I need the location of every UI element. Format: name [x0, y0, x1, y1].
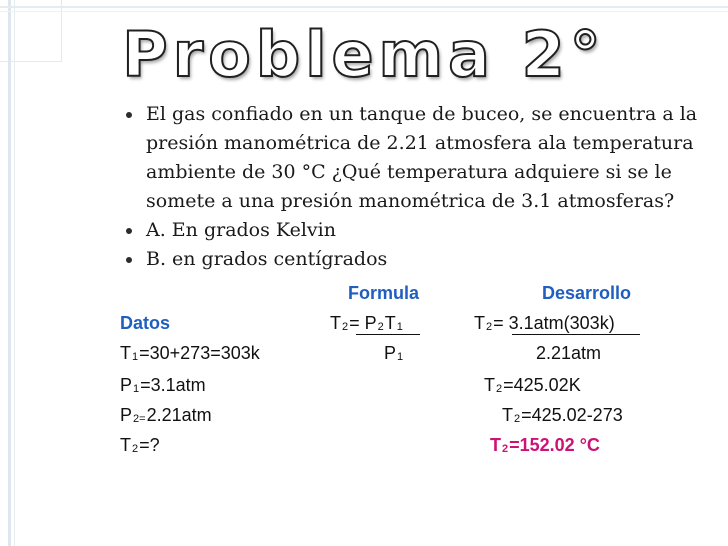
bullet-dot-icon: [126, 257, 132, 263]
dato-t1: T1=30+273=303k: [120, 343, 260, 363]
desarrollo-line3: T2=425.02-273: [502, 405, 623, 425]
desarrollo-line2: T2=425.02K: [484, 375, 581, 395]
bullet-dot-icon: [126, 228, 132, 234]
desarrollo-fraction-bar: [512, 334, 640, 335]
dato-t2: T2=?: [120, 435, 160, 455]
bullet-list: [126, 100, 716, 274]
bullet-part-b: B. en grados centígrados: [126, 245, 716, 274]
header-datos: Datos: [120, 313, 171, 333]
frame-top-line-inner: [0, 11, 728, 12]
desarrollo-denominator: 2.21atm: [536, 343, 602, 363]
formula-fraction-bar: [356, 334, 420, 335]
bullet-dot-icon: [126, 112, 132, 118]
frame-top-line: [0, 6, 728, 8]
header-desarrollo: Desarrollo: [542, 283, 632, 303]
dato-p2: P2=2.21atm: [120, 405, 212, 425]
dato-p1: P1=3.1atm: [120, 375, 206, 395]
desarrollo-result: T2=152.02 °C: [490, 435, 600, 455]
formula-denominator: P1: [384, 343, 404, 363]
bullet-problem-statement: El gas confiado en un tanque de buceo, se encuentra a la presión manométrica de 2.21 atmosfera ala temperatura ambiente de 30 °C ¿Qué temperatura adquiere si se le somete a una presión manométrica de 3.1 atmosferas?: [126, 100, 716, 216]
bullet-part-a: A. En grados Kelvin: [126, 216, 716, 245]
desarrollo-numerator: T2= 3.1atm(303k): [474, 313, 615, 333]
formula-numerator: T2= P2T1: [330, 313, 403, 333]
slide-title: Problema 2°: [122, 18, 606, 91]
header-formula: Formula: [348, 283, 420, 303]
